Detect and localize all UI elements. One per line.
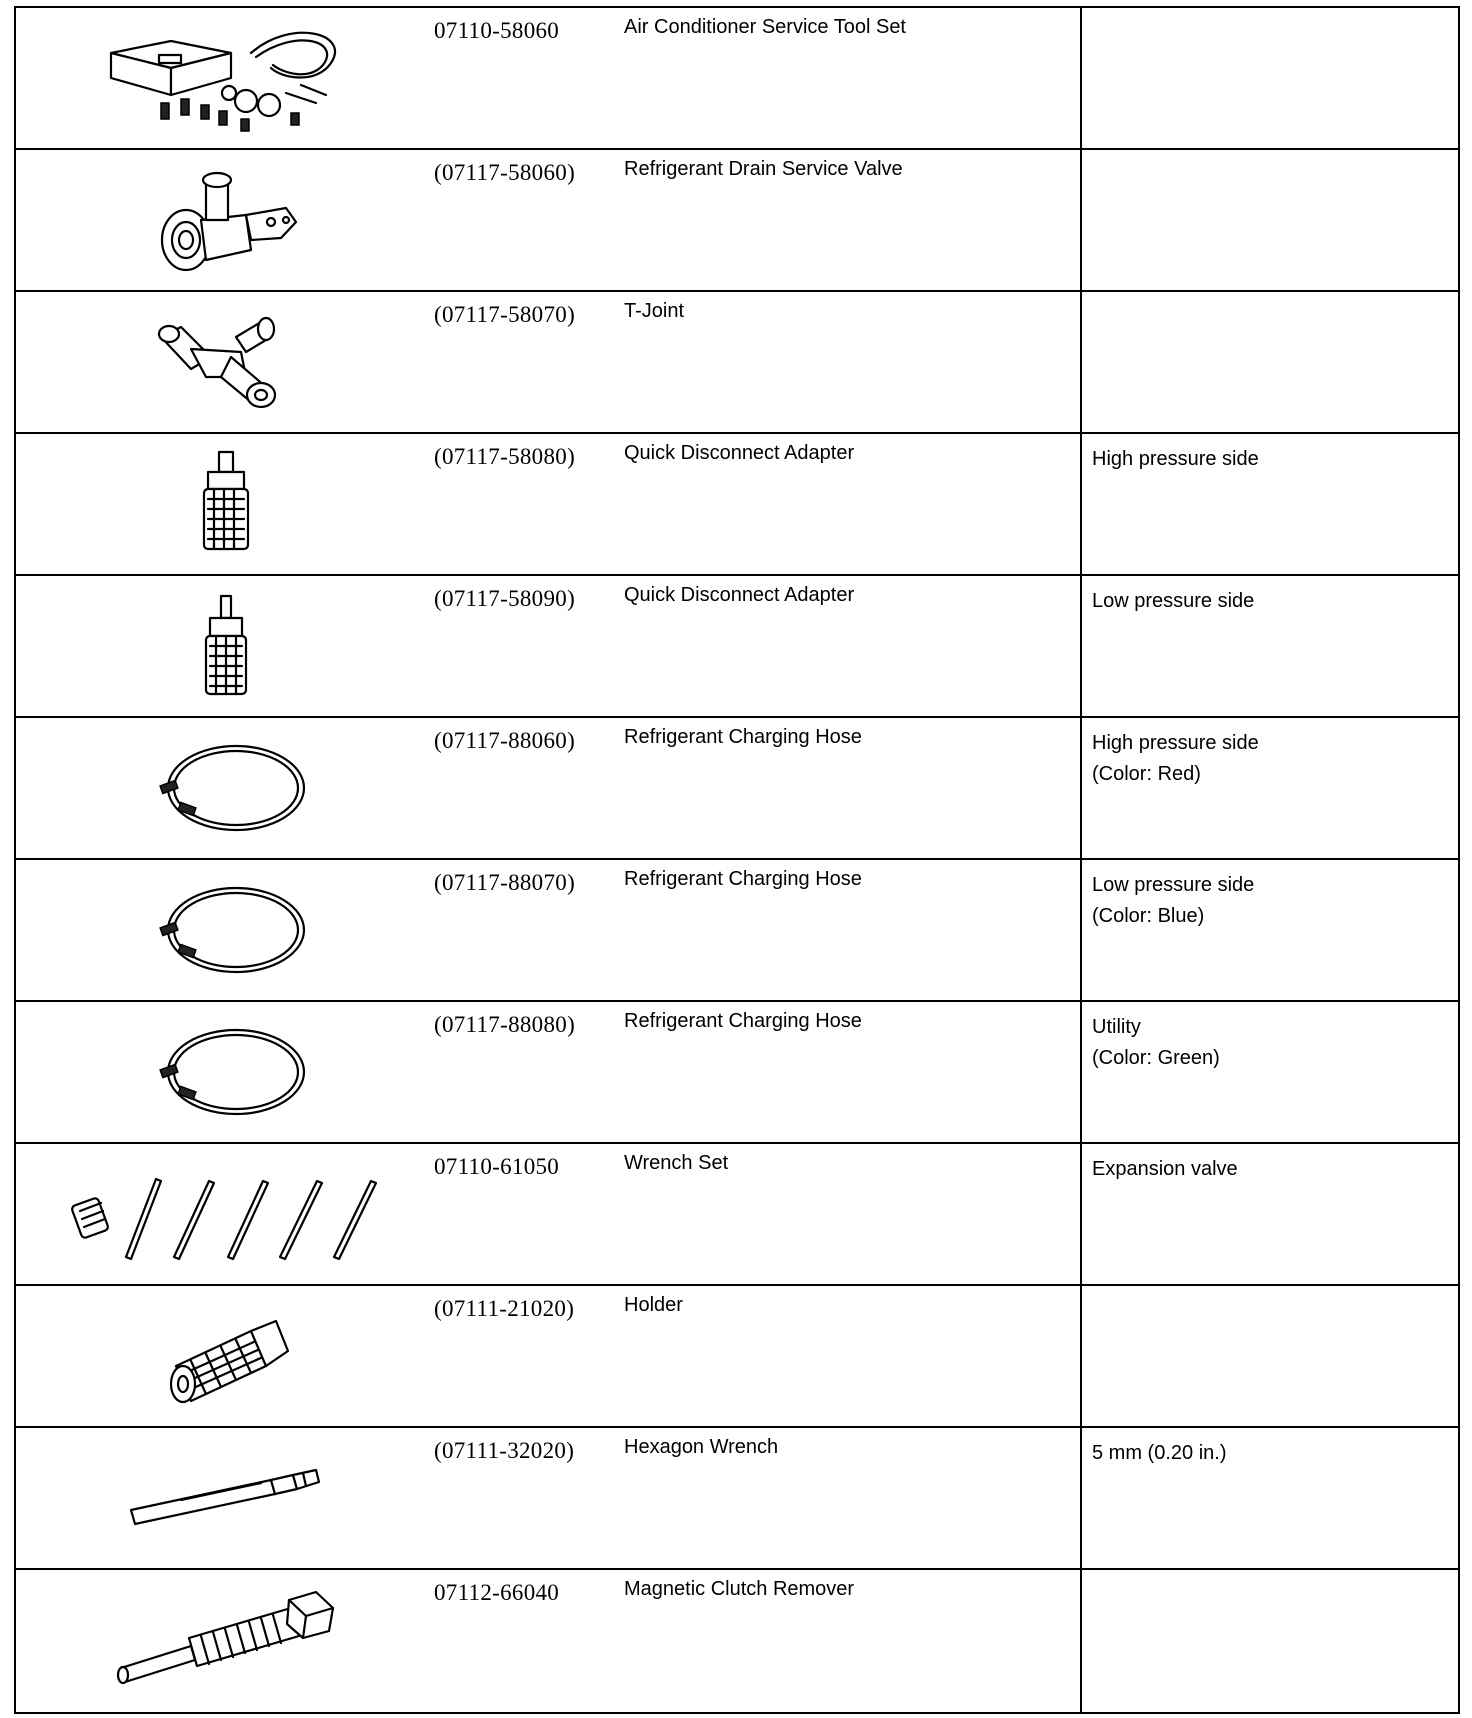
notes-cell [1080,1002,1458,1142]
note-line: 5 mm (0.20 in.) [1092,1442,1227,1464]
note-line: High pressure side [1092,448,1259,470]
note-line: Low pressure side [1092,874,1255,896]
tool-name: T-Joint [624,300,685,322]
notes-cell [1080,1286,1458,1426]
part-number: (07117-58070) [434,302,576,327]
wrench-set-icon [16,1144,436,1284]
table-row [16,8,1458,150]
table-row [16,576,1458,718]
notes-cell [1080,292,1458,432]
tool-name: Quick Disconnect Adapter [624,584,855,606]
special-service-tools-table [14,6,1460,1714]
part-number: (07117-58080) [434,444,576,469]
tool-name: Holder [624,1294,683,1316]
part-number: (07117-58060) [434,160,576,185]
part-number: (07111-32020) [434,1438,575,1463]
tool-name: Hexagon Wrench [624,1436,779,1458]
note-line: (Color: Green) [1092,1047,1220,1069]
table-row [16,150,1458,292]
table-row [16,1286,1458,1428]
tool-name: Quick Disconnect Adapter [624,442,855,464]
notes-cell [1080,860,1458,1000]
notes-cell [1080,1428,1458,1568]
notes-cell [1080,434,1458,574]
tool-name: Refrigerant Drain Service Valve [624,158,903,180]
part-number: (07117-58090) [434,586,576,611]
table-row [16,718,1458,860]
part-number: (07117-88070) [434,870,576,895]
notes-cell [1080,1144,1458,1284]
table-row [16,1570,1458,1712]
note-line: Low pressure side [1092,590,1255,612]
note-line: (Color: Red) [1092,763,1201,785]
notes-cell [1080,8,1458,148]
table-row [16,860,1458,1002]
note-line: (Color: Blue) [1092,905,1205,927]
table-row [16,1144,1458,1286]
charging-hose-icon [16,718,436,858]
part-number: 07110-61050 [434,1154,560,1179]
notes-cell [1080,1570,1458,1712]
hexagon-wrench-icon [16,1428,436,1568]
holder-icon [16,1286,436,1426]
tool-name: Refrigerant Charging Hose [624,1010,862,1032]
magnetic-clutch-remover-icon [16,1570,436,1712]
note-line: High pressure side [1092,732,1259,754]
part-number: (07117-88060) [434,728,576,753]
quick-disconnect-adapter-icon [16,576,436,716]
notes-cell [1080,576,1458,716]
part-number: 07112-66040 [434,1580,560,1605]
quick-disconnect-adapter-icon [16,434,436,574]
tool-name: Refrigerant Charging Hose [624,726,862,748]
table-row [16,1002,1458,1144]
tool-name: Refrigerant Charging Hose [624,868,862,890]
part-number: (07117-88080) [434,1012,576,1037]
tool-name: Magnetic Clutch Remover [624,1578,855,1600]
table-row [16,1428,1458,1570]
note-line: Expansion valve [1092,1158,1238,1180]
drain-service-valve-icon [16,150,436,290]
table-row [16,292,1458,434]
tool-name: Air Conditioner Service Tool Set [624,16,906,38]
table-row [16,434,1458,576]
tool-name: Wrench Set [624,1152,729,1174]
note-line: Utility [1092,1016,1141,1038]
charging-hose-icon [16,860,436,1000]
part-number: (07111-21020) [434,1296,575,1321]
notes-cell [1080,718,1458,858]
ac-service-tool-set-icon [16,8,436,148]
t-joint-icon [16,292,436,432]
notes-cell [1080,150,1458,290]
part-number: 07110-58060 [434,18,560,43]
charging-hose-icon [16,1002,436,1142]
